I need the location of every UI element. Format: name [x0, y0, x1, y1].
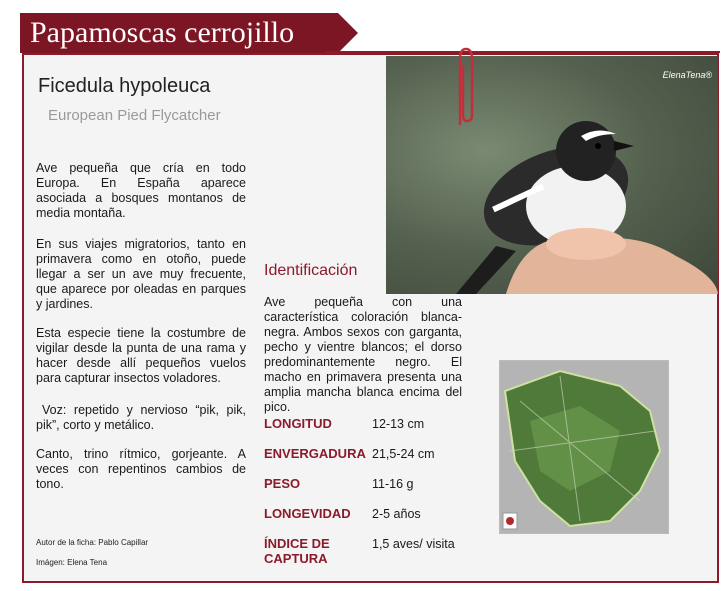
stat-value-capture-index: 1,5 aves/ visita	[372, 537, 455, 551]
image-credit: Imágen: Elena Tena	[36, 558, 108, 567]
stat-label-capture-index: ÍNDICE DE CAPTURA	[264, 536, 330, 566]
stat-value-wingspan: 21,5-24 cm	[372, 447, 435, 461]
location-map	[499, 360, 669, 534]
paperclip-icon	[455, 45, 477, 130]
stat-value-weight: 11-16 g	[372, 477, 414, 491]
identification-title: Identificación	[264, 262, 358, 279]
bird-photo	[386, 56, 718, 294]
flycatcher-illustration	[386, 56, 718, 294]
author-credit: Autor de la ficha: Pablo Capillar	[36, 538, 149, 547]
page-title: Papamoscas cerrojillo	[20, 13, 338, 53]
stat-label-length: LONGITUD	[264, 416, 332, 431]
stat-label-weight: PESO	[264, 476, 301, 491]
photo-watermark: ElenaTena®	[662, 70, 712, 80]
header-divider	[325, 51, 720, 53]
stat-label-longevity: LONGEVIDAD	[264, 506, 351, 521]
stat-value-length: 12-13 cm	[372, 417, 425, 431]
park-map-image	[500, 361, 668, 533]
english-name: European Pied Flycatcher	[48, 107, 221, 124]
identification-text: Ave pequeña con una característica coloración blanca-negra. Ambos sexos con garganta, pecho y vientre blancos; el dorso predominantemente negro. El macho en primavera presenta una amplia mancha blanca encima del pico.	[264, 295, 462, 414]
description-paragraph-2: En sus viajes migratorios, tanto en primavera como en otoño, puede llegar a ser un ave muy frecuente, que aparece por oleadas en parques y jardines.	[36, 237, 246, 311]
description-paragraph-4: Voz: repetido y nervioso “pik, pik, pik”, corto y metálico.	[36, 403, 246, 432]
scientific-name: Ficedula hypoleuca	[38, 75, 211, 97]
description-paragraph-1: Ave pequeña que cría en todo Europa. En España aparece asociada a bosques montanos de media montaña.	[36, 161, 246, 220]
stat-label-wingspan: ENVERGADURA	[264, 446, 366, 461]
stat-value-longevity: 2-5 años	[372, 507, 421, 521]
description-paragraph-5: Canto, trino rítmico, gorjeante. A veces con repentinos cambios de tono.	[36, 447, 246, 491]
description-paragraph-3: Esta especie tiene la costumbre de vigilar desde la punta de una rama y hacer desde allí pequeños vuelos para capturar insectos voladores.	[36, 326, 246, 385]
